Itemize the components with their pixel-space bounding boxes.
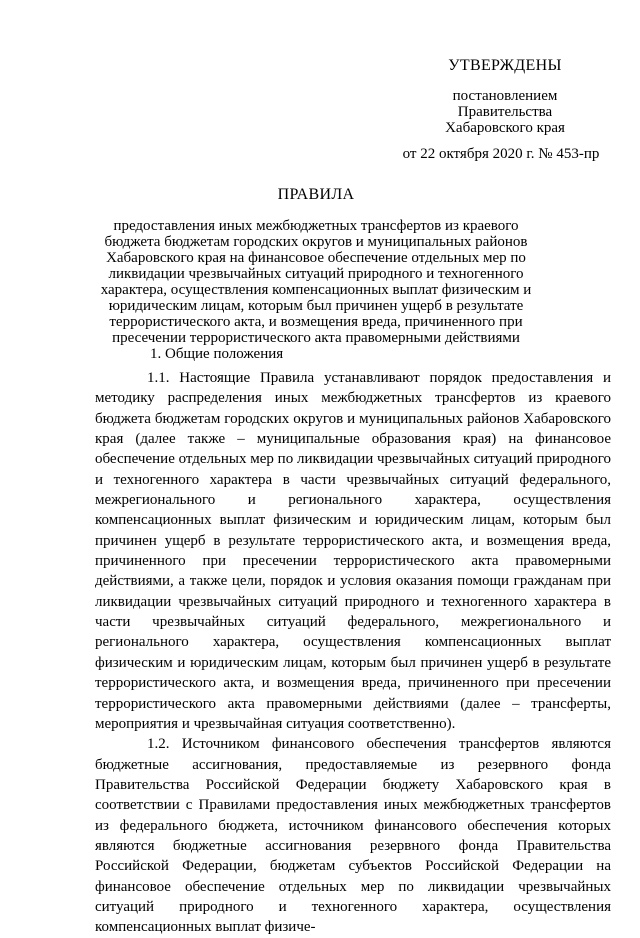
paragraph-1-2: 1.2. Источником финансового обеспечения трансфертов являются бюджетные ассигнования, предоставляемые из резервного фонда Правительства Российской Федерации бюджету Хабаровского края в соответствии с Правилами предоставления иных межбюджетных трансфертов из федерального бюджета, источником финансового обеспечения которых являются бюджетные ассигнования резервного фонда Правительства Российской Федерации, бюджетам субъектов Российской Федерации на финансовое обеспечение отдельных мер по ликвидации чрезвычайных ситуаций природного и техногенного характера, осуществления компенсационных выплат физиче- bbox=[95, 736, 611, 936]
approval-line-3: Хабаровского края bbox=[445, 120, 565, 136]
section-heading: 1. Общие положения bbox=[150, 346, 284, 362]
document-subtitle: предоставления иных межбюджетных трансфертов из краевого бюджета бюджетам городских округов и муниципальных районов Хабаровского края на финансовое обеспечение отдельных мер по ликвидации чрезвычайных ситуаций природного и техногенного характера, осуществления компенсационных выплат физическим и юридическим лицам, которым был причинен ущерб в результате террористического акта, и возмещения вреда, причиненного при пресечении террористического акта правомерными действиями bbox=[100, 218, 532, 346]
document-title: ПРАВИЛА bbox=[277, 186, 355, 203]
approval-heading: УТВЕРЖДЕНЫ bbox=[448, 57, 562, 74]
document-title-block bbox=[96, 186, 536, 346]
approval-stamp bbox=[400, 58, 610, 162]
approval-date-number: от 22 октября 2020 г. № 453-пр bbox=[402, 146, 600, 162]
approval-line-2: Правительства bbox=[457, 104, 553, 120]
paragraph-1-1: 1.1. Настоящие Правила устанавливают порядок предоставления и методику распределения иных межбюджетных трансфертов из краевого бюджета бюджетам городских округов и муниципальных районов Хабаровского края (далее также – муниципальные образования края) на финансовое обеспечение отдельных мер по ликвидации чрезвычайных ситуаций природного и техногенного характера в части чрезвычайных ситуаций федерального, межрегионального и регионального характера, осуществления компенсационных выплат физическим и юридическим лицам, которым был причинен ущерб в результате террористического акта, и возмещения вреда, причиненного при пресечении террористического акта правомерными действиями, а также цели, порядок и условия оказания помощи гражданам при ликвидации чрезвычайных ситуаций природного и техногенного характера в части чрезвычайных ситуаций федерального, межрегионального и регионального характера, осуществления компенсационных выплат физическим и юридическим лицам, которым был причинен ущерб в результате террористического акта, и возмещения вреда, причиненного при пресечении террористического акта правомерными действиями (далее – трансферты, мероприятия и чрезвычайная ситуация соответственно). bbox=[95, 370, 611, 732]
document-body bbox=[95, 368, 611, 938]
approval-line-1: постановлением bbox=[452, 88, 558, 104]
